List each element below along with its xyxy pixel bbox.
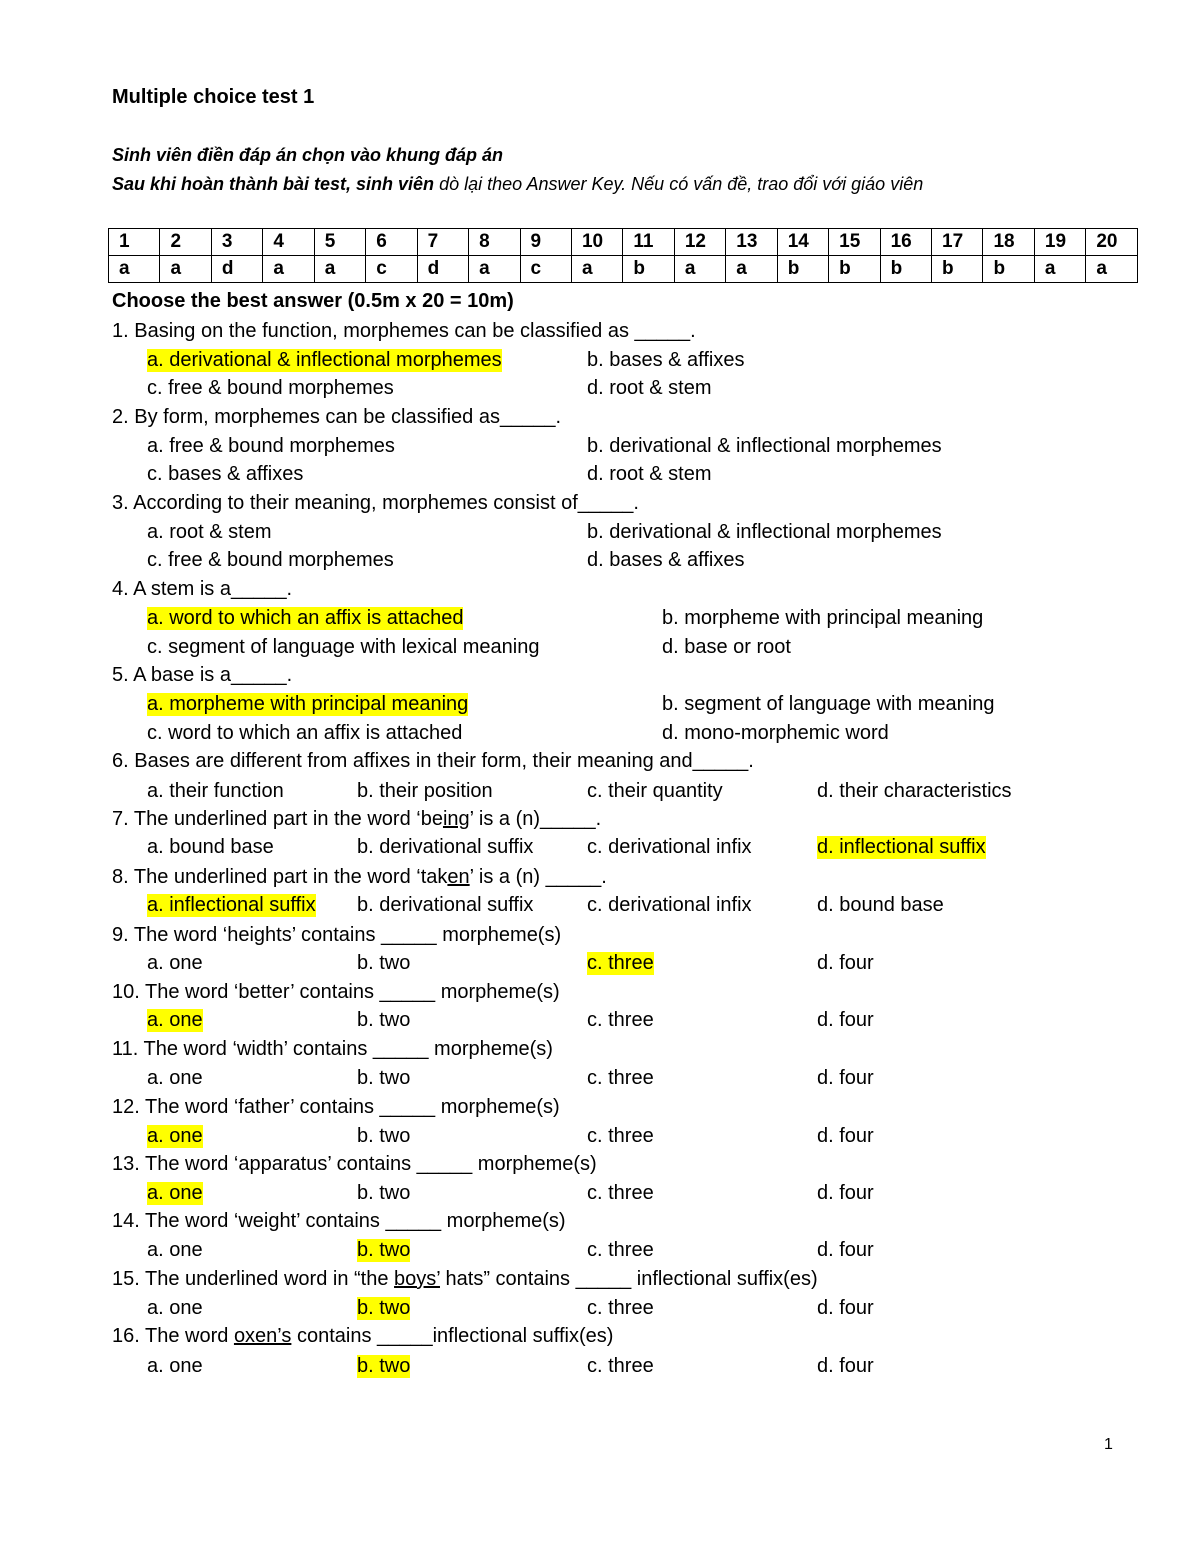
section-title: Choose the best answer (0.5m x 20 = 10m) — [112, 290, 514, 312]
option-15a: a. one — [147, 1297, 203, 1319]
question-10: 10. The word ‘better’ contains _____ morpheme(s) — [112, 981, 560, 1003]
option-8d: d. bound base — [817, 894, 944, 916]
key-number: 2 — [160, 229, 211, 256]
option-3d: d. bases & affixes — [587, 549, 745, 571]
option-1d: d. root & stem — [587, 377, 712, 399]
option-3b: b. derivational & inflectional morphemes — [587, 521, 942, 543]
key-answer: a — [263, 256, 314, 283]
instruction-line-1: Sinh viên điền đáp án chọn vào khung đáp án — [112, 145, 504, 165]
option-5a: a. morpheme with principal meaning — [147, 693, 469, 715]
option-9a: a. one — [147, 952, 203, 974]
option-9b: b. two — [357, 952, 411, 974]
instruction-line-2 — [112, 174, 923, 195]
option-15d: d. four — [817, 1297, 874, 1319]
question-14: 14. The word ‘weight’ contains _____ morpheme(s) — [112, 1210, 566, 1232]
key-answer: a — [314, 256, 365, 283]
key-number: 13 — [726, 229, 777, 256]
option-16a: a. one — [147, 1355, 203, 1377]
option-16c: c. three — [587, 1355, 654, 1377]
answer-key-table — [108, 228, 1138, 283]
key-answer: c — [366, 256, 417, 283]
answer-key-answer-row — [109, 256, 1138, 283]
option-8a: a. inflectional suffix — [147, 894, 316, 916]
option-2a: a. free & bound morphemes — [147, 435, 395, 457]
page-title: Multiple choice test 1 — [112, 86, 315, 108]
option-7d: d. inflectional suffix — [817, 836, 986, 858]
key-answer: b — [623, 256, 674, 283]
question-15-underlined: boys’ — [394, 1268, 440, 1290]
question-3: 3. According to their meaning, morphemes consist of_____. — [112, 492, 639, 514]
key-number: 8 — [469, 229, 520, 256]
key-number: 14 — [777, 229, 828, 256]
question-8-text-after: ’ is a (n) _____. — [469, 866, 607, 888]
option-12c: c. three — [587, 1125, 654, 1147]
key-number: 17 — [932, 229, 983, 256]
question-12: 12. The word ‘father’ contains _____ morpheme(s) — [112, 1096, 560, 1118]
question-2: 2. By form, morphemes can be classified as_____. — [112, 406, 562, 428]
key-number: 19 — [1034, 229, 1085, 256]
option-5c: c. word to which an affix is attached — [147, 722, 463, 744]
question-7 — [112, 808, 601, 831]
question-13: 13. The word ‘apparatus’ contains _____ morpheme(s) — [112, 1153, 597, 1175]
question-16 — [112, 1325, 613, 1348]
key-number: 16 — [880, 229, 931, 256]
key-number: 12 — [674, 229, 725, 256]
option-8c: c. derivational infix — [587, 894, 752, 916]
key-answer: b — [880, 256, 931, 283]
question-7-text-after: ’ is a (n)_____. — [469, 808, 602, 830]
key-number: 10 — [571, 229, 622, 256]
option-3c: c. free & bound morphemes — [147, 549, 394, 571]
question-16-text-after: contains _____inflectional suffix(es) — [291, 1325, 614, 1347]
key-answer: a — [726, 256, 777, 283]
option-13b: b. two — [357, 1182, 411, 1204]
option-10b: b. two — [357, 1009, 411, 1031]
option-11d: d. four — [817, 1067, 874, 1089]
option-6a: a. their function — [147, 780, 284, 802]
question-8-underlined: en — [447, 866, 470, 888]
key-answer: b — [777, 256, 828, 283]
question-11: 11. The word ‘width’ contains _____ morpheme(s) — [112, 1038, 553, 1060]
key-answer: c — [520, 256, 571, 283]
key-number: 7 — [417, 229, 468, 256]
option-4c: c. segment of language with lexical meaning — [147, 636, 540, 658]
key-answer: a — [1086, 256, 1138, 283]
option-16d: d. four — [817, 1355, 874, 1377]
key-answer: a — [571, 256, 622, 283]
option-13a: a. one — [147, 1182, 203, 1204]
question-8-text-before: 8. The underlined part in the word ‘tak — [112, 866, 448, 888]
option-1a: a. derivational & inflectional morphemes — [147, 349, 502, 371]
option-14d: d. four — [817, 1239, 874, 1261]
option-3a: a. root & stem — [147, 521, 272, 543]
question-6: 6. Bases are different from affixes in their form, their meaning and_____. — [112, 750, 754, 772]
question-15-text-before: 15. The underlined word in “the — [112, 1268, 395, 1290]
option-15c: c. three — [587, 1297, 654, 1319]
option-14b: b. two — [357, 1239, 411, 1261]
option-6b: b. their position — [357, 780, 493, 802]
option-8b: b. derivational suffix — [357, 894, 534, 916]
option-6c: c. their quantity — [587, 780, 723, 802]
option-7b: b. derivational suffix — [357, 836, 534, 858]
key-number: 4 — [263, 229, 314, 256]
key-number: 1 — [109, 229, 160, 256]
key-answer: d — [211, 256, 262, 283]
option-14c: c. three — [587, 1239, 654, 1261]
question-5: 5. A base is a_____. — [112, 664, 293, 686]
option-2c: c. bases & affixes — [147, 463, 304, 485]
key-answer: a — [469, 256, 520, 283]
option-12a: a. one — [147, 1125, 203, 1147]
key-number: 9 — [520, 229, 571, 256]
key-number: 20 — [1086, 229, 1138, 256]
option-11a: a. one — [147, 1067, 203, 1089]
option-13c: c. three — [587, 1182, 654, 1204]
key-number: 11 — [623, 229, 674, 256]
instruction-line-2-bold: Sau khi hoàn thành bài test, sinh viên — [112, 174, 435, 194]
instruction-line-2-rest: dò lại theo Answer Key. Nếu có vấn đề, trao đổi với giáo viên — [434, 174, 924, 194]
option-5b: b. segment of language with meaning — [662, 693, 995, 715]
option-12d: d. four — [817, 1125, 874, 1147]
option-11c: c. three — [587, 1067, 654, 1089]
key-number: 18 — [983, 229, 1034, 256]
option-16b: b. two — [357, 1355, 411, 1377]
key-answer: b — [932, 256, 983, 283]
option-2d: d. root & stem — [587, 463, 712, 485]
option-4a: a. word to which an affix is attached — [147, 607, 464, 629]
option-6d: d. their characteristics — [817, 780, 1012, 802]
key-number: 15 — [829, 229, 880, 256]
question-8 — [112, 866, 607, 889]
question-16-underlined: oxen’s — [233, 1325, 292, 1347]
question-7-underlined: ing — [442, 808, 470, 830]
key-answer: a — [674, 256, 725, 283]
page-number: 1 — [1104, 1436, 1113, 1453]
answer-key-number-row — [109, 229, 1138, 256]
question-7-text-before: 7. The underlined part in the word ‘be — [112, 808, 443, 830]
key-number: 3 — [211, 229, 262, 256]
option-10c: c. three — [587, 1009, 654, 1031]
option-4d: d. base or root — [662, 636, 791, 658]
key-answer: a — [160, 256, 211, 283]
question-9: 9. The word ‘heights’ contains _____ morpheme(s) — [112, 924, 562, 946]
question-15-text-after: hats” contains _____ inflectional suffix(es) — [439, 1268, 818, 1290]
option-2b: b. derivational & inflectional morphemes — [587, 435, 942, 457]
option-9c: c. three — [587, 952, 654, 974]
option-5d: d. mono-morphemic word — [662, 722, 889, 744]
option-11b: b. two — [357, 1067, 411, 1089]
question-4: 4. A stem is a_____. — [112, 578, 293, 600]
option-4b: b. morpheme with principal meaning — [662, 607, 984, 629]
option-9d: d. four — [817, 952, 874, 974]
option-15b: b. two — [357, 1297, 411, 1319]
option-13d: d. four — [817, 1182, 874, 1204]
key-number: 6 — [366, 229, 417, 256]
option-12b: b. two — [357, 1125, 411, 1147]
key-answer: a — [1034, 256, 1085, 283]
key-answer: d — [417, 256, 468, 283]
key-answer: a — [109, 256, 160, 283]
option-14a: a. one — [147, 1239, 203, 1261]
key-answer: b — [983, 256, 1034, 283]
option-10d: d. four — [817, 1009, 874, 1031]
question-1: 1. Basing on the function, morphemes can be classified as _____. — [112, 320, 696, 342]
question-15 — [112, 1268, 818, 1291]
option-7a: a. bound base — [147, 836, 274, 858]
option-1c: c. free & bound morphemes — [147, 377, 394, 399]
option-7c: c. derivational infix — [587, 836, 752, 858]
option-1b: b. bases & affixes — [587, 349, 745, 371]
option-10a: a. one — [147, 1009, 203, 1031]
key-answer: b — [829, 256, 880, 283]
key-number: 5 — [314, 229, 365, 256]
question-16-text-before: 16. The word — [112, 1325, 234, 1347]
